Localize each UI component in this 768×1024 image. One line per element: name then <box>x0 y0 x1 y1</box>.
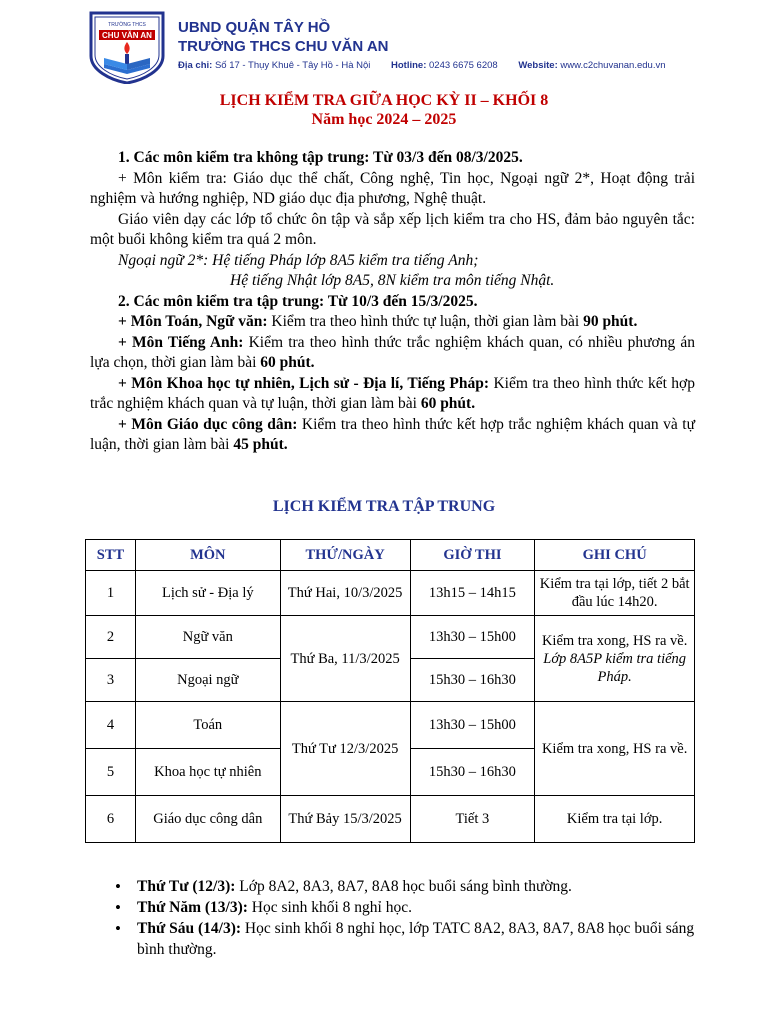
cell-day: Thứ Bảy 15/3/2025 <box>280 796 410 843</box>
section1-note-2: Hệ tiếng Nhật lớp 8A5, 8N kiểm tra môn tiếng Nhật. <box>230 272 555 289</box>
school-logo-icon <box>88 10 166 84</box>
school-year: Năm học 2024 – 2025 <box>311 111 457 128</box>
cell-time: 15h30 – 16h30 <box>410 659 535 702</box>
cell-time: 13h30 – 15h00 <box>410 616 535 659</box>
cell-stt: 3 <box>86 659 136 702</box>
col-day: THỨ/NGÀY <box>280 540 410 571</box>
address-label: Địa chỉ: <box>178 60 213 71</box>
table-header-row <box>86 540 695 571</box>
section2-item-science: + Môn Khoa học tự nhiên, Lịch sử - Địa lí, Tiếng Pháp: Kiểm tra theo hình thức kết hợp trắc nghiệm khách quan và tự luận, thời gian làm bài 60 phút. <box>90 374 695 412</box>
cell-stt: 2 <box>86 616 136 659</box>
col-time: GIỜ THI <box>410 540 535 571</box>
cell-subject: Ngoại ngữ <box>135 659 280 702</box>
note-text: Kiểm tra xong, HS ra về. <box>541 632 688 649</box>
hotline-value: 0243 6675 6208 <box>429 60 498 71</box>
contact-line <box>178 59 718 73</box>
cell-subject: Khoa học tự nhiên <box>135 749 280 796</box>
letterhead <box>88 10 708 85</box>
notes-list <box>115 876 705 960</box>
cell-subject: Lịch sử - Địa lý <box>135 571 280 616</box>
website-value: www.c2chuvanan.edu.vn <box>560 60 666 71</box>
section2-item-english: + Môn Tiếng Anh: Kiểm tra theo hình thức trắc nghiệm khách quan, có nhiều phương án lựa chọn, thời gian làm bài 60 phút. <box>90 333 695 371</box>
section2-heading: 2. Các môn kiểm tra tập trung: Từ 10/3 đến 15/3/2025. <box>118 292 478 310</box>
cell-time: 15h30 – 16h30 <box>410 749 535 796</box>
cell-note: Kiểm tra tại lớp, tiết 2 bắt đầu lúc 14h20. <box>535 571 695 616</box>
document-body <box>90 148 695 456</box>
cell-stt: 5 <box>86 749 136 796</box>
cell-subject: Ngữ văn <box>135 616 280 659</box>
cell-day: Thứ Tư 12/3/2025 <box>280 702 410 796</box>
authority-name: UBND QUẬN TÂY HỒ <box>178 19 331 36</box>
col-subject: MÔN <box>135 540 280 571</box>
table-row <box>86 616 695 659</box>
note-italic: Lớp 8A5P kiểm tra tiếng Pháp. <box>543 650 687 685</box>
cell-stt: 1 <box>86 571 136 616</box>
school-info <box>178 18 718 73</box>
address-value: Số 17 - Thụy Khuê - Tây Hồ - Hà Nội <box>214 60 371 71</box>
section2-item-civics: + Môn Giáo dục công dân: Kiểm tra theo hình thức kết hợp trắc nghiệm khách quan và tự luận, thời gian làm bài 45 phút. <box>90 415 695 453</box>
schedule-table <box>85 539 695 843</box>
table-row <box>86 796 695 843</box>
cell-stt: 6 <box>86 796 136 843</box>
list-item: • Thứ Năm (13/3): Học sinh khối 8 nghỉ học. <box>115 897 705 918</box>
cell-subject: Giáo dục công dân <box>135 796 280 843</box>
hotline-label: Hotline: <box>391 60 427 71</box>
schedule-title: LỊCH KIỂM TRA TẬP TRUNG <box>272 498 496 515</box>
section1-note-1: Ngoại ngữ 2*: Hệ tiếng Pháp lớp 8A5 kiểm tra tiếng Anh; <box>118 251 479 269</box>
school-name: TRƯỜNG THCS CHU VĂN AN <box>178 38 389 55</box>
cell-subject: Toán <box>135 702 280 749</box>
cell-day: Thứ Ba, 11/3/2025 <box>280 616 410 702</box>
cell-note <box>535 616 695 702</box>
section2-item-math-literature: + Môn Toán, Ngữ văn: Kiểm tra theo hình thức tự luận, thời gian làm bài 90 phút. <box>118 313 638 330</box>
cell-time: 13h15 – 14h15 <box>410 571 535 616</box>
col-stt: STT <box>86 540 136 571</box>
document-title: LỊCH KIỂM TRA GIỮA HỌC KỲ II – KHỐI 8 <box>219 92 549 109</box>
list-item: • Thứ Tư (12/3): Lớp 8A2, 8A3, 8A7, 8A8 học buổi sáng bình thường. <box>115 876 705 897</box>
cell-time: Tiết 3 <box>410 796 535 843</box>
section1-subjects: + Môn kiểm tra: Giáo dục thể chất, Công nghệ, Tin học, Ngoại ngữ 2*, Hoạt động trải nghiệm và hướng nghiệp, ND giáo dục địa phương, Nghệ thuật. <box>90 169 695 207</box>
svg-text:TRƯỜNG THCS: TRƯỜNG THCS <box>108 22 146 28</box>
table-row <box>86 702 695 749</box>
cell-note: Kiểm tra xong, HS ra về. <box>535 702 695 796</box>
col-note: GHI CHÚ <box>535 540 695 571</box>
cell-day: Thứ Hai, 10/3/2025 <box>280 571 410 616</box>
section1-heading: 1. Các môn kiểm tra không tập trung: Từ 03/3 đến 08/3/2025. <box>118 149 523 166</box>
cell-stt: 4 <box>86 702 136 749</box>
list-item: • Thứ Sáu (14/3): Học sinh khối 8 nghỉ học, lớp TATC 8A2, 8A3, 8A7, 8A8 học buổi sáng bình thường. <box>115 918 705 960</box>
website-label: Website: <box>518 60 558 71</box>
svg-text:CHU VĂN AN: CHU VĂN AN <box>102 31 152 40</box>
cell-time: 13h30 – 15h00 <box>410 702 535 749</box>
cell-note: Kiểm tra tại lớp. <box>535 796 695 843</box>
table-row <box>86 571 695 616</box>
section1-instruction: Giáo viên dạy các lớp tổ chức ôn tập và sắp xếp lịch kiểm tra cho HS, đảm bảo nguyên tắc: một buổi không kiểm tra quá 2 môn. <box>90 210 695 248</box>
